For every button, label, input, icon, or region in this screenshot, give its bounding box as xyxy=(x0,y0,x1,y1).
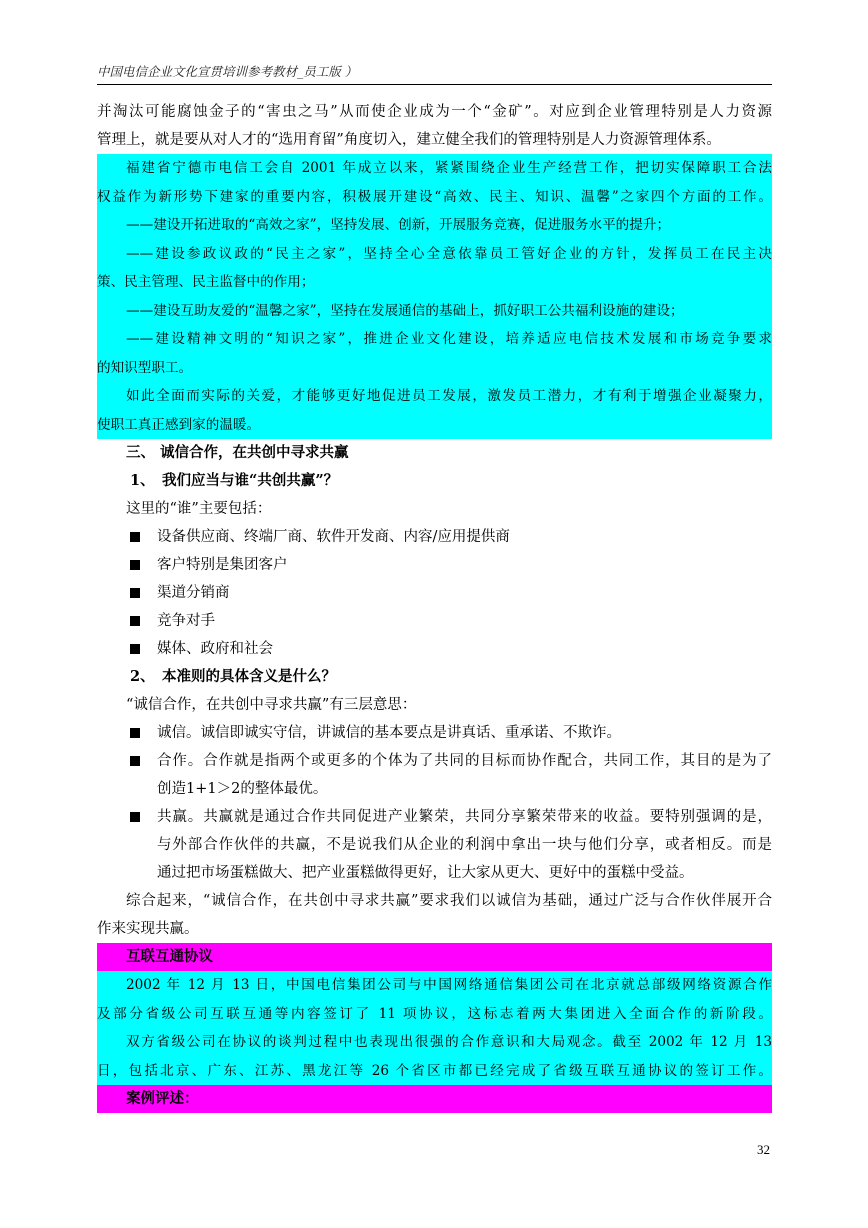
list-item-text: 客户特别是集团客户 xyxy=(157,557,288,573)
text-line: 的知识型职工。 xyxy=(97,359,193,376)
subsection-number: 1、 xyxy=(130,472,155,489)
text-line: 使职工真正感到家的温暖。 xyxy=(97,416,261,433)
case-box-fujian xyxy=(97,154,772,439)
text-line: 综合起来，“诚信合作，在共创中寻求共赢”要求我们以诚信为基础，通过广泛与合作伙伴展开合 xyxy=(126,893,772,909)
subsection-title: 我们应当与谁“共创共赢”？ xyxy=(162,472,339,489)
bullet-square-icon xyxy=(130,756,140,766)
text-line: 日，包括北京、广东、江苏、黑龙江等 26 个省区市都已经完成了省级互联互通协议的签订工作。 xyxy=(97,1062,772,1079)
page-header: 中国电信企业文化宣贯培训参考教材_员工版 ） xyxy=(97,64,772,85)
list-item xyxy=(97,747,772,775)
text-line: 策、民主管理、民主监督中的作用； xyxy=(97,274,315,290)
subsection-number: 2、 xyxy=(130,668,155,685)
document-body xyxy=(97,98,772,1113)
list-intro: 这里的“谁”主要包括： xyxy=(126,501,272,517)
text-line: 福建省宁德市电信工会自 2001 年成立以来，紧紧围绕企业生产经营工作，把切实保障职工合法 xyxy=(126,160,772,176)
list-item xyxy=(97,635,772,663)
list-item-continuation: 创造1+1＞2的整体最优。 xyxy=(157,781,328,797)
bullet-square-icon xyxy=(130,560,140,570)
list-item-text: 诚信。诚信即诚实守信，讲诚信的基本要点是讲真话、重承诺、不欺诈。 xyxy=(157,725,621,741)
text-line: 并淘汰可能腐蚀金子的“害虫之马”从而使企业成为一个“金矿”。对应到企业管理特别是人力资源 xyxy=(97,104,772,120)
summary-paragraph xyxy=(97,887,772,943)
bullet-square-icon xyxy=(130,588,140,598)
text-line: 及部分省级公司互联互通等内容签订了 11 项协议，这标志着两大集团进入全面合作的新阶段。 xyxy=(97,1005,772,1022)
subsection-heading-2 xyxy=(97,663,772,691)
list-item xyxy=(97,579,772,607)
list-item-text: 竞争对手 xyxy=(157,613,215,629)
text-line: ——建设互助友爱的“温馨之家”，坚持在发展通信的基础上，抓好职工公共福利设施的建设； xyxy=(126,302,684,319)
text-line: 权益作为新形势下建家的重要内容，积极展开建设“高效、民主、知识、温馨”之家四个方面的工作。 xyxy=(97,188,772,205)
subsection-title: 本准则的具体含义是什么？ xyxy=(162,668,336,685)
bullet-square-icon xyxy=(130,644,140,654)
page-number: 32 xyxy=(757,1142,770,1157)
list-item-text: 合作。合作就是指两个或更多的个体为了共同的目标而协作配合，共同工作，其目的是为了 xyxy=(157,753,772,769)
bullet-square-icon xyxy=(130,532,140,542)
text-line: 如此全面而实际的关爱，才能够更好地促进员工发展，激发员工潜力，才有利于增强企业凝聚力， xyxy=(126,388,772,404)
list-item xyxy=(97,803,772,831)
text-line: 双方省级公司在协议的谈判过程中也表现出很强的合作意识和大局观念。截至 2002 年 12 月 13 xyxy=(126,1034,772,1050)
text-line: ——建设精神文明的“知识之家”，推进企业文化建设，培养适应电信技术发展和市场竞争要求 xyxy=(126,331,772,347)
text-line: 管理上，就是要从对人才的“选用育留”角度切入，建立健全我们的管理特别是人力资源管理体系。 xyxy=(97,132,721,148)
list-item xyxy=(97,719,772,747)
section-heading: 三、 诚信合作，在共创中寻求共赢 xyxy=(126,444,349,461)
bullet-square-icon xyxy=(130,812,140,822)
list-item-text: 设备供应商、终端厂商、软件开发商、内容/应用提供商 xyxy=(157,529,510,545)
text-line: 作来实现共赢。 xyxy=(97,921,199,937)
list-intro: “诚信合作，在共创中寻求共赢”有三层意思： xyxy=(126,697,417,713)
list-item-continuation: 通过把市场蛋糕做大、把产业蛋糕做得更好，让大家从更大、更好中的蛋糕中受益。 xyxy=(157,865,694,881)
list-item-text: 渠道分销商 xyxy=(157,585,230,601)
case-box-interconnect xyxy=(97,971,772,1085)
intro-paragraph xyxy=(97,98,772,154)
case-review-banner: 案例评述： xyxy=(97,1085,772,1113)
case-title-banner: 互联互通协议 xyxy=(97,943,772,971)
bullet-square-icon xyxy=(130,728,140,738)
list-item-continuation: 与外部合作伙伴的共赢，不是说我们从企业的利润中拿出一块与他们分享，或者相反。而是 xyxy=(157,837,772,853)
list-item-text: 媒体、政府和社会 xyxy=(157,641,273,657)
meaning-list xyxy=(97,719,772,887)
bullet-square-icon xyxy=(130,616,140,626)
text-line: ——建设开拓进取的“高效之家”，坚持发展、创新，开展服务竞赛，促进服务水平的提升； xyxy=(126,217,671,233)
text-line: 2002 年 12 月 13 日，中国电信集团公司与中国网络通信集团公司在北京就总部级网络资源合作 xyxy=(126,977,772,993)
list-item xyxy=(97,607,772,635)
text-line: ——建设参政议政的“民主之家”，坚持全心全意依靠员工管好企业的方针，发挥员工在民主决 xyxy=(126,245,772,262)
subsection-heading-1 xyxy=(97,467,772,495)
list-item-text: 共赢。共赢就是通过合作共同促进产业繁荣，共同分享繁荣带来的收益。要特别强调的是， xyxy=(157,809,772,825)
partner-list xyxy=(97,523,772,663)
list-item xyxy=(97,523,772,551)
list-item xyxy=(97,551,772,579)
